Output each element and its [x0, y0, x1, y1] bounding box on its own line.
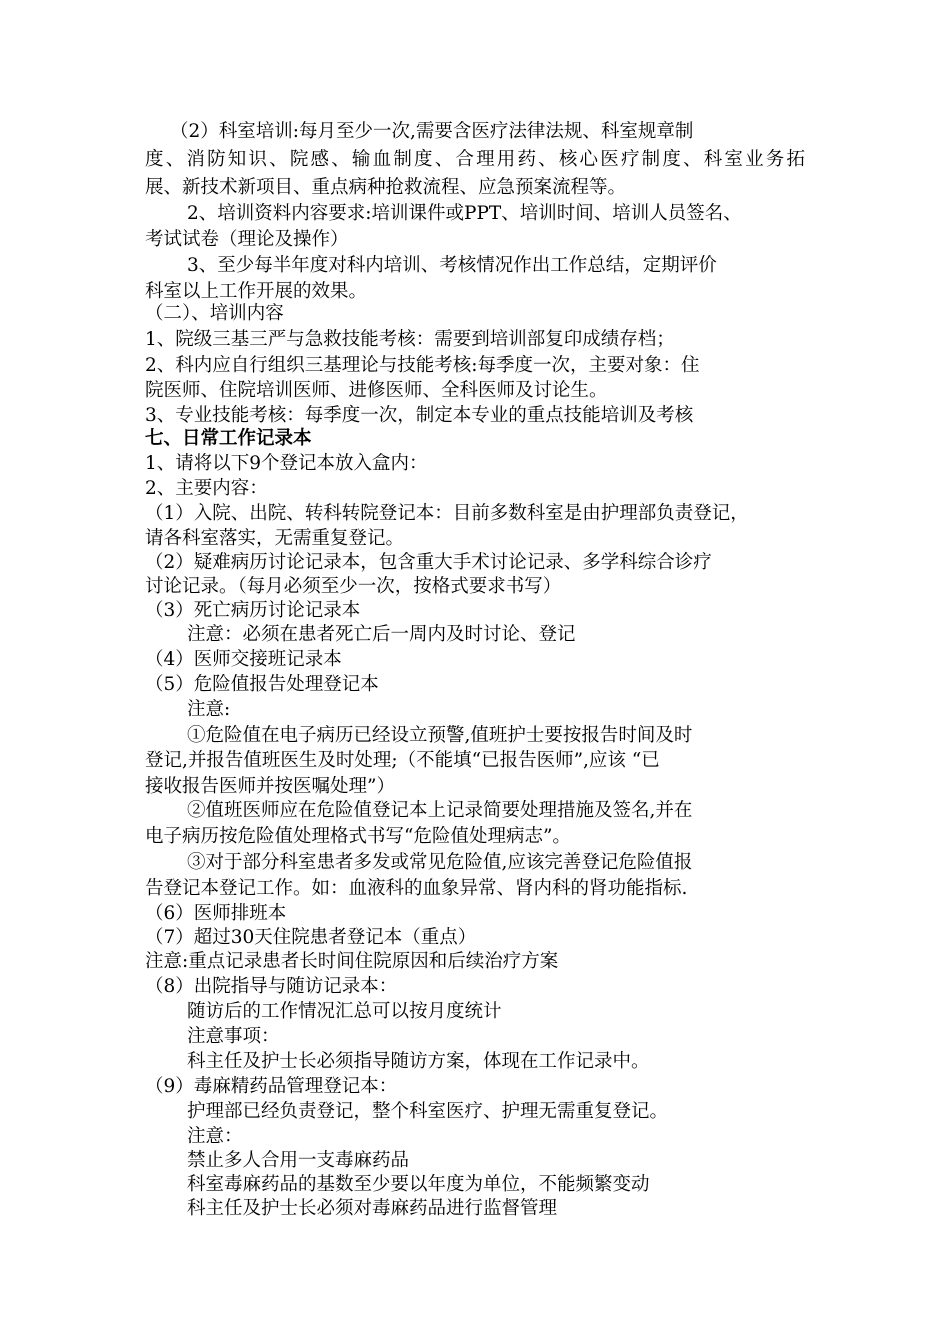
- paragraph-line: 注意:重点记录患者长时间住院原因和后续治疗方案: [145, 951, 559, 972]
- paragraph-line: （9）毒麻精药品管理登记本：: [145, 1076, 398, 1097]
- paragraph-line: （3）死亡病历讨论记录本: [145, 600, 361, 621]
- paragraph-line: （6）医师排班本: [145, 903, 287, 924]
- paragraph-line: 1、院级三基三严与急救技能考核：需要到培训部复印成绩存档；: [145, 329, 675, 350]
- paragraph-line: 度、消防知识、院感、输血制度、合理用药、核心医疗制度、科室业务拓: [145, 149, 805, 170]
- paragraph-line: 1、请将以下9个登记本放入盒内：: [145, 453, 428, 474]
- paragraph-line: 护理部已经负责登记，整个科室医疗、护理无需重复登记。: [187, 1101, 669, 1122]
- paragraph-line: 电子病历按危险值处理格式书写“危险值处理病志”。: [145, 826, 571, 847]
- paragraph-line: 登记,并报告值班医生及时处理;（不能填“已报告医师”,应该 “已: [145, 750, 660, 771]
- paragraph-line: 禁止多人合用一支毒麻药品: [187, 1150, 410, 1171]
- paragraph-line: 注意:: [187, 699, 231, 720]
- paragraph-line: ③对于部分科室患者多发或常见危险值,应该完善登记危险值报: [187, 852, 693, 873]
- paragraph-line: （4）医师交接班记录本: [145, 649, 342, 670]
- paragraph-line: 科室毒麻药品的基数至少要以年度为单位，不能频繁变动: [187, 1174, 650, 1195]
- paragraph-line: （2）科室培训:每月至少一次,需要含医疗法律法规、科室规章制: [170, 121, 694, 142]
- paragraph-line: 3、专业技能考核：每季度一次，制定本专业的重点技能培训及考核: [145, 405, 694, 426]
- paragraph-line: 科室以上工作开展的效果。: [145, 281, 368, 302]
- paragraph-line: （7）超过30天住院患者登记本（重点）: [145, 927, 477, 948]
- paragraph-line: 科主任及护士长必须对毒麻药品进行监督管理: [187, 1198, 558, 1219]
- paragraph-line: 展、新技术新项目、重点病种抢救流程、应急预案流程等。: [145, 177, 627, 198]
- paragraph-line: 2、科内应自行组织三基理论与技能考核:每季度一次，主要对象：住: [145, 355, 700, 376]
- paragraph-line: 2、培训资料内容要求:培训课件或PPT、培训时间、培训人员签名、: [187, 203, 742, 224]
- paragraph-line: 3、至少每半年度对科内培训、考核情况作出工作总结，定期评价: [187, 255, 717, 276]
- paragraph-line: 随访后的工作情况汇总可以按月度统计: [187, 1001, 502, 1022]
- paragraph-line: 告登记本登记工作。如：血液科的血象异常、肾内科的肾功能指标.: [145, 878, 688, 899]
- paragraph-line: 院医师、住院培训医师、进修医师、全科医师及讨论生。: [145, 380, 608, 401]
- paragraph-line: 注意：: [187, 1126, 243, 1147]
- paragraph-line: （1）入院、出院、转科转院登记本：目前多数科室是由护理部负责登记，: [145, 503, 749, 524]
- section-heading: （二）、培训内容: [145, 303, 284, 324]
- paragraph-line: （5）危险值报告处理登记本: [145, 674, 379, 695]
- paragraph-line: 请各科室落实，无需重复登记。: [145, 528, 405, 549]
- paragraph-line: 讨论记录。（每月必须至少一次，按格式要求书写）: [145, 576, 562, 597]
- paragraph-line: 科主任及护士长必须指导随访方案，体现在工作记录中。: [187, 1051, 650, 1072]
- paragraph-line: （8）出院指导与随访记录本：: [145, 976, 398, 997]
- paragraph-line: 注意：必须在患者死亡后一周内及时讨论、登记: [187, 624, 576, 645]
- paragraph-line: 2、主要内容：: [145, 478, 268, 499]
- paragraph-line: ①危险值在电子病历已经设立预警,值班护士要按报告时间及时: [187, 725, 693, 746]
- paragraph-line: （2）疑难病历讨论记录本，包含重大手术讨论记录、多学科综合诊疗: [145, 552, 712, 573]
- paragraph-line: 考试试卷（理论及操作）: [145, 229, 349, 250]
- paragraph-line: 接收报告医师并按医嘱处理”）: [145, 776, 395, 797]
- chapter-heading: 七、日常工作记录本: [145, 428, 312, 449]
- paragraph-line: 注意事项：: [187, 1026, 280, 1047]
- paragraph-line: ②值班医师应在危险值登记本上记录简要处理措施及签名,并在: [187, 800, 693, 821]
